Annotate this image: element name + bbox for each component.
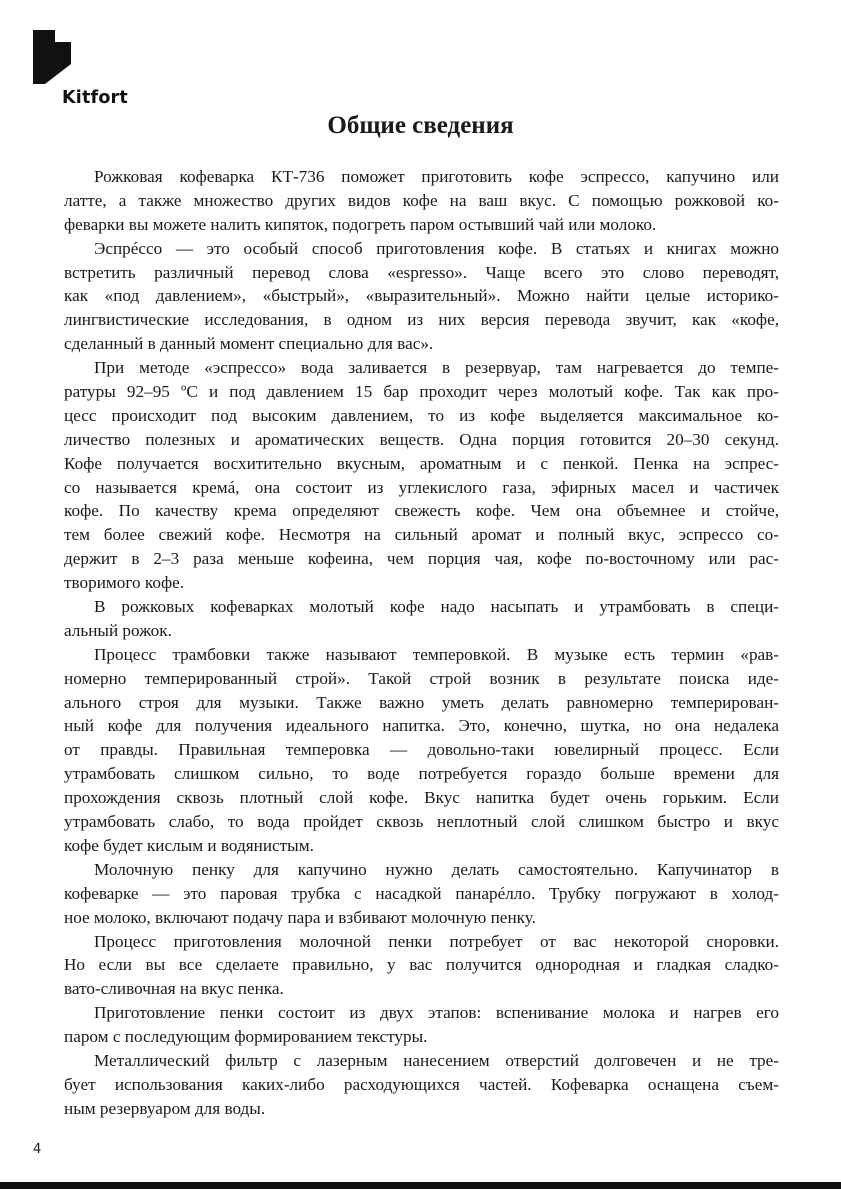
brand-name: Kitfort [62,88,128,108]
text-line: Молочную пенку для капучино нужно делать самостоятельно. Капучинатор в [94,859,779,879]
text-line: вато-сливочная на вкус пенка. [64,979,284,999]
text-line: Приготовление пенки состоит из двух этапов: вспенивание молока и нагрев его [94,1003,779,1023]
text-line: тем более свежий кофе. Несмотря на сильный аромат и полный вкус, эспрессо со- [64,525,779,545]
text-line: Процесс приготовления молочной пенки потребует от вас некоторой сноровки. [94,931,779,951]
text-line: ный кофе для получения идеального напитка. Это, конечно, шутка, но она недалека [64,716,779,736]
text-line: утрамбовать слишком сильно, то воде потребуется гораздо больше времени для [64,764,779,784]
text-line: сделанный в данный момент специально для вас». [64,334,434,354]
text-line: ное молоко, включают подачу пара и взбивают молочную пенку. [64,907,536,927]
brand-logo [33,30,153,108]
text-line: от правды. Правильная темперовка — довольно-таки ювелирный процесс. Если [64,740,779,760]
body-text [64,165,779,1121]
text-line: кофеварке — это паровая трубка с насадкой панарéлло. Трубку погружают в холод- [64,883,779,903]
text-line: Процесс трамбовки также называют темперовкой. В музыке есть термин «рав- [94,644,779,664]
page-number: 4 [33,1142,42,1157]
text-line: В рожковых кофеварках молотый кофе надо насыпать и утрамбовать в специ- [94,597,779,617]
page-title: Общие сведения [327,112,514,139]
text-line: номерно темперированный строй». Такой строй возник в результате поиска иде- [64,668,779,688]
text-line: кофе будет кислым и водянистым. [64,835,314,855]
text-line: ального строя для музыки. Также важно уметь делать равномерно темперирован- [64,692,779,712]
text-line: Но если вы все сделаете правильно, у вас получится однородная и гладкая сладко- [64,955,779,975]
text-line: латте, а также множество других видов кофе на ваш вкус. С помощью рожковой ко- [64,190,779,210]
text-line: паром с последующим формированием текстуры. [64,1027,428,1047]
text-line: лингвистические исследования, в одном из них версия перевода звучит, как «кофе, [64,310,779,330]
text-line: утрамбовать слабо, то вода пройдет сквозь неплотный слой слишком быстро и вкус [64,812,779,832]
text-line: прохождения сквозь плотный слой кофе. Вкус напитка будет очень горьким. Если [64,788,779,808]
text-line: альный рожок. [64,620,172,640]
text-line: Эспрéссо — это особый способ приготовления кофе. В статьях и книгах можно [94,238,779,258]
text-line: встретить различный перевод слова «espresso». Чаще всего это слово переводят, [64,262,779,282]
text-line: творимого кофе. [64,573,185,593]
text-line: со называется кремá, она состоит из углекислого газа, эфирных масел и частичек [64,477,779,497]
text-line: При методе «эспрессо» вода заливается в резервуар, там нагревается до темпе- [94,358,779,378]
bottom-rule [0,1182,841,1189]
text-line: держит в 2–3 раза меньше кофеина, чем порция чая, кофе по-восточному или рас- [64,549,779,569]
text-line: Кофе получается восхитительно вкусным, ароматным и с пенкой. Пенка на эспрес- [64,453,779,473]
text-line: бует использования каких-либо расходующихся частей. Кофеварка оснащена съем- [64,1074,779,1094]
text-line: Рожковая кофеварка КТ-736 поможет приготовить кофе эспрессо, капучино или [94,167,779,186]
text-line: кофе. По качеству крема определяют свежесть кофе. Чем она объемнее и стойче, [64,501,779,521]
text-line: ратуры 92–95 ºС и под давлением 15 бар проходит через молотый кофе. Так как про- [64,382,779,402]
text-line: Металлический фильтр с лазерным нанесением отверстий долговечен и не тре- [94,1050,779,1070]
text-line: как «под давлением», «быстрый», «выразительный». Можно найти целые историко- [64,286,779,306]
text-line: ным резервуаром для воды. [64,1098,266,1118]
text-line: феварки вы можете налить кипяток, подогреть паром остывший чай или молоко. [64,214,657,234]
text-line: цесс происходит под высоким давлением, то из кофе выделяется максимальное ко- [64,405,779,425]
text-line: личество полезных и ароматических веществ. Одна порция готовится 20–30 секунд. [64,429,779,449]
kitfort-logo-mark-icon [33,30,71,84]
